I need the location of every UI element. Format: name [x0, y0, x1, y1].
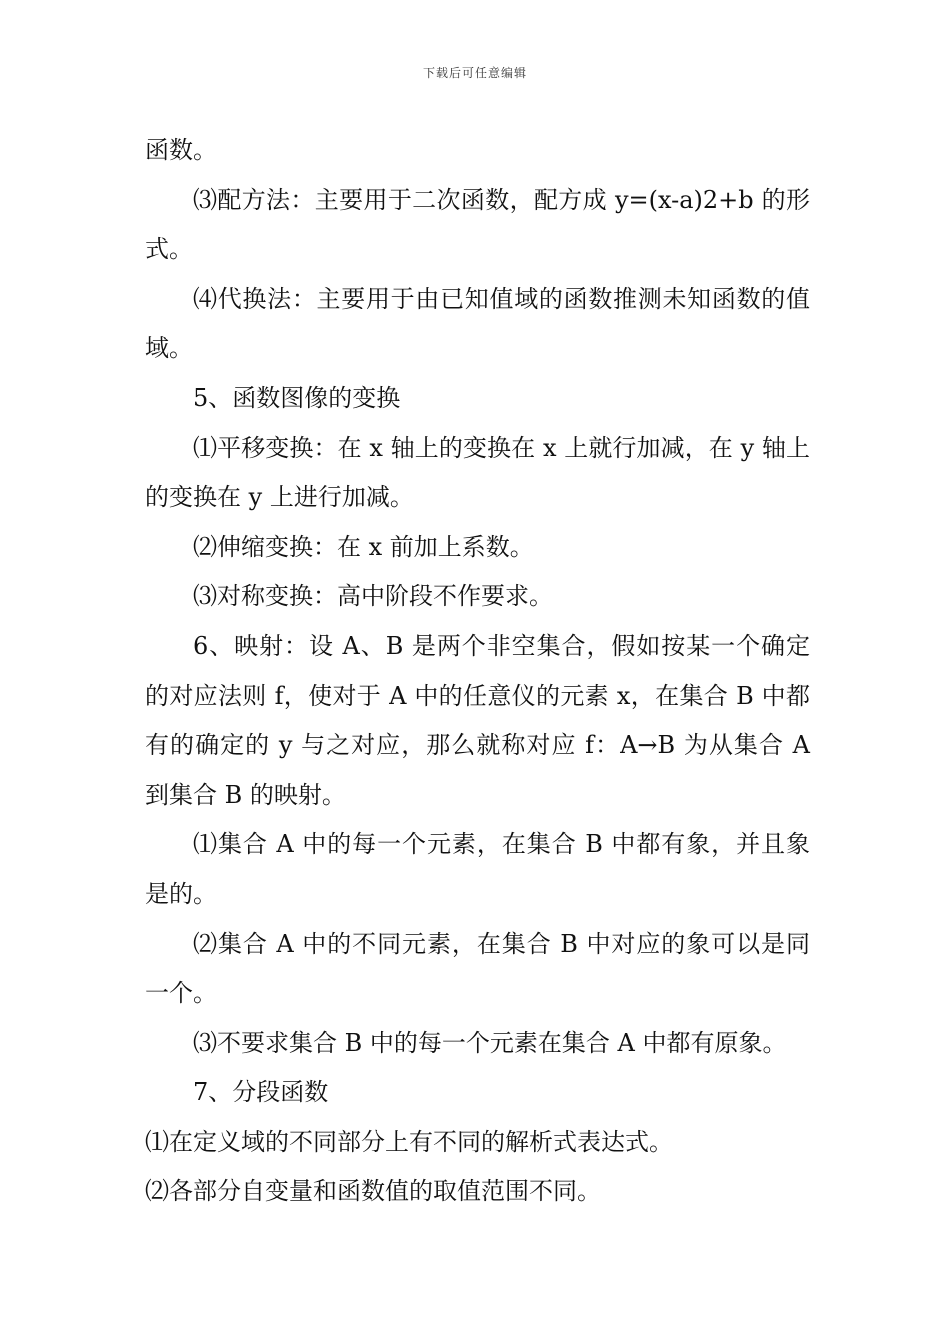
paragraph: 函数。 [145, 136, 217, 164]
paragraph: ⑴在定义域的不同部分上有不同的解析式表达式。 [145, 1127, 673, 1156]
paragraph: ⑴平移变换：在 x 轴上的变换在 x 上就行加减，在 y 轴上的变换在 y 上进行加减。 [145, 433, 810, 512]
document-body [145, 126, 810, 1217]
paragraph: ⑶不要求集合 B 中的每一个元素在集合 A 中都有原象。 [193, 1028, 787, 1057]
paragraph: ⑶配方法：主要用于二次函数，配方成 y=(x-a)2+b 的形式。 [145, 185, 810, 264]
paragraph: ⑷代换法：主要用于由已知值域的函数推测未知函数的值域。 [145, 284, 810, 363]
page-header: 下载后可任意编辑 [422, 66, 527, 80]
paragraph: ⑶对称变换：高中阶段不作要求。 [193, 582, 553, 611]
paragraph: ⑴集合 A 中的每一个元素，在集合 B 中都有象，并且象是的。 [145, 830, 810, 908]
section-heading: 7、分段函数 [193, 1078, 329, 1107]
paragraph: ⑵集合 A 中的不同元素，在集合 B 中对应的象可以是同一个。 [145, 929, 810, 1008]
paragraph: ⑵伸缩变换：在 x 前加上系数。 [193, 532, 534, 561]
paragraph: 6、映射：设 A、B 是两个非空集合，假如按某一个确定的对应法则 f，使对于 A 中的任意仪的元素 x，在集合 B 中都有的确定的 y 与之对应，那么就称对应 f：A→B 为从集合 A 到集合 B 的映射。 [145, 631, 810, 809]
paragraph: ⑵各部分自变量和函数值的取值范围不同。 [145, 1177, 601, 1206]
section-heading: 5、函数图像的变换 [193, 383, 401, 412]
